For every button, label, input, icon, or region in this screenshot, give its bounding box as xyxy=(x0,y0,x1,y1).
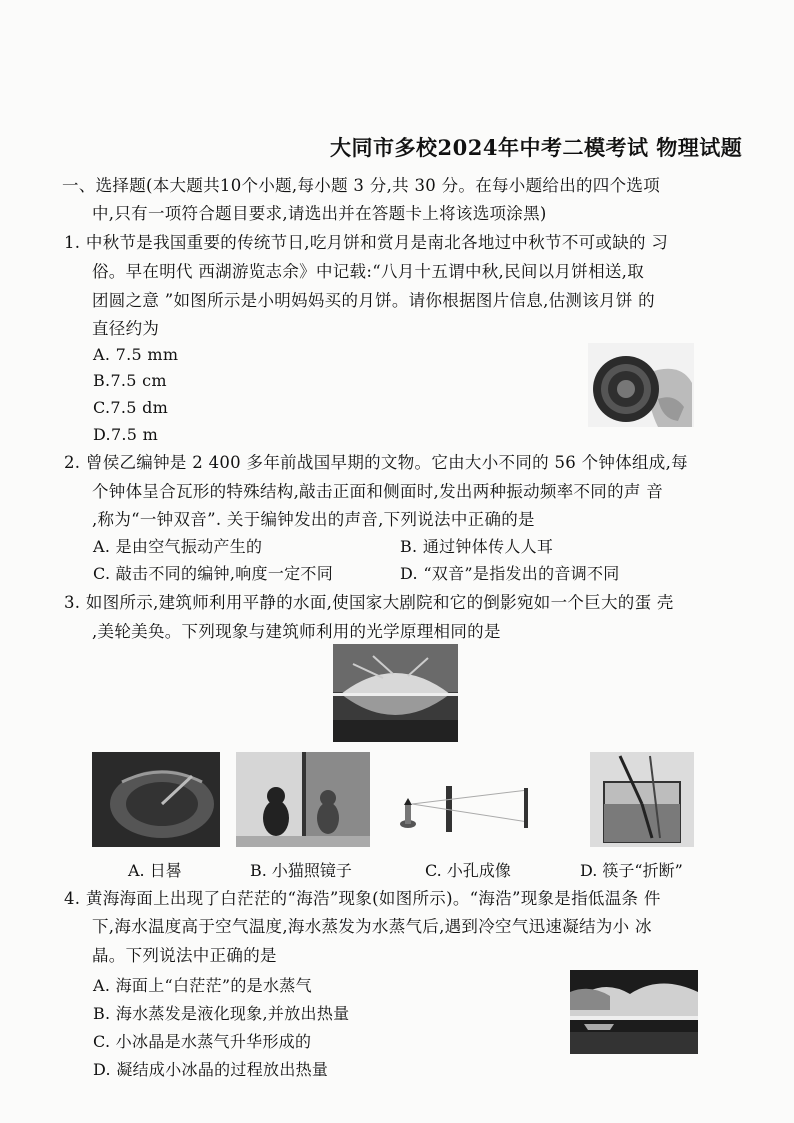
q3-caption-b: B. 小猫照镜子 xyxy=(250,861,352,880)
sundial-photo xyxy=(92,752,220,847)
page-title: 大同市多校2024年中考二模考试 物理试题 xyxy=(330,135,743,160)
q1-option-a: A. 7.5 mm xyxy=(93,345,179,364)
section-heading-line2: 中,只有一项符合题目要求,请选出并在答题卡上将该选项涂黑) xyxy=(92,204,547,223)
q2-text-line1: 2. 曾侯乙编钟是 2 400 多年前战国早期的文物。它由大小不同的 56 个钟体组成,每 xyxy=(64,453,688,472)
q3-caption-c: C. 小孔成像 xyxy=(425,861,511,880)
q2-option-a: A. 是由空气振动产生的 xyxy=(93,537,263,556)
q1-text-line2: 俗。早在明代 西湖游览志余》中记载:“八月十五谓中秋,民间以月饼相送,取 xyxy=(92,262,645,281)
q3-caption-a: A. 日晷 xyxy=(128,861,182,880)
q4-text-line1: 4. 黄海海面上出现了白茫茫的“海浩”现象(如图所示)。“海浩”现象是指低温条 件 xyxy=(64,889,661,908)
q2-text-line2: 个钟体呈合瓦形的特殊结构,敲击正面和侧面时,发出两种振动频率不同的声 音 xyxy=(92,482,664,501)
sea-fog-photo xyxy=(570,970,698,1054)
q1-option-c: C.7.5 dm xyxy=(93,398,169,417)
national-theater-photo xyxy=(333,644,458,742)
q2-text-line3: ,称为“一钟双音”. 关于编钟发出的声音,下列说法中正确的是 xyxy=(92,510,535,529)
q2-option-d: D. “双音”是指发出的音调不同 xyxy=(400,564,620,583)
q4-text-line3: 晶。下列说法中正确的是 xyxy=(92,946,277,965)
q3-caption-d: D. 筷子“折断” xyxy=(580,861,683,880)
chopstick-photo xyxy=(590,752,694,847)
q1-text-line1: 1. 中秋节是我国重要的传统节日,吃月饼和赏月是南北各地过中秋节不可或缺的 习 xyxy=(64,233,669,252)
section-heading-line1: 一、选择题(本大题共10个小题,每小题 3 分,共 30 分。在每小题给出的四个选项 xyxy=(62,176,660,195)
q4-option-c: C. 小冰晶是水蒸气升华形成的 xyxy=(93,1032,312,1051)
q4-option-a: A. 海面上“白茫茫”的是水蒸气 xyxy=(93,976,312,995)
q3-text-line2: ,美轮美奂。下列现象与建筑师利用的光学原理相同的是 xyxy=(92,622,501,641)
q4-option-d: D. 凝结成小冰晶的过程放出热量 xyxy=(93,1060,329,1079)
mooncake-photo xyxy=(588,343,694,427)
q1-option-d: D.7.5 m xyxy=(93,425,159,444)
cat-mirror-photo xyxy=(236,752,370,847)
q2-option-b: B. 通过钟体传人人耳 xyxy=(400,537,554,556)
q2-option-c: C. 敲击不同的编钟,响度一定不同 xyxy=(93,564,334,583)
q3-text-line1: 3. 如图所示,建筑师利用平静的水面,使国家大剧院和它的倒影宛如一个巨大的蛋 壳 xyxy=(64,593,674,612)
pinhole-diagram xyxy=(388,778,548,840)
q4-text-line2: 下,海水温度高于空气温度,海水蒸发为水蒸气后,遇到冷空气迅速凝结为小 冰 xyxy=(92,917,652,936)
q4-option-b: B. 海水蒸发是液化现象,并放出热量 xyxy=(93,1004,350,1023)
q1-text-line3: 团圆之意 ”如图所示是小明妈妈买的月饼。请你根据图片信息,估测该月饼 的 xyxy=(92,291,655,310)
q1-text-line4: 直径约为 xyxy=(92,319,160,338)
q1-option-b: B.7.5 cm xyxy=(93,371,167,390)
